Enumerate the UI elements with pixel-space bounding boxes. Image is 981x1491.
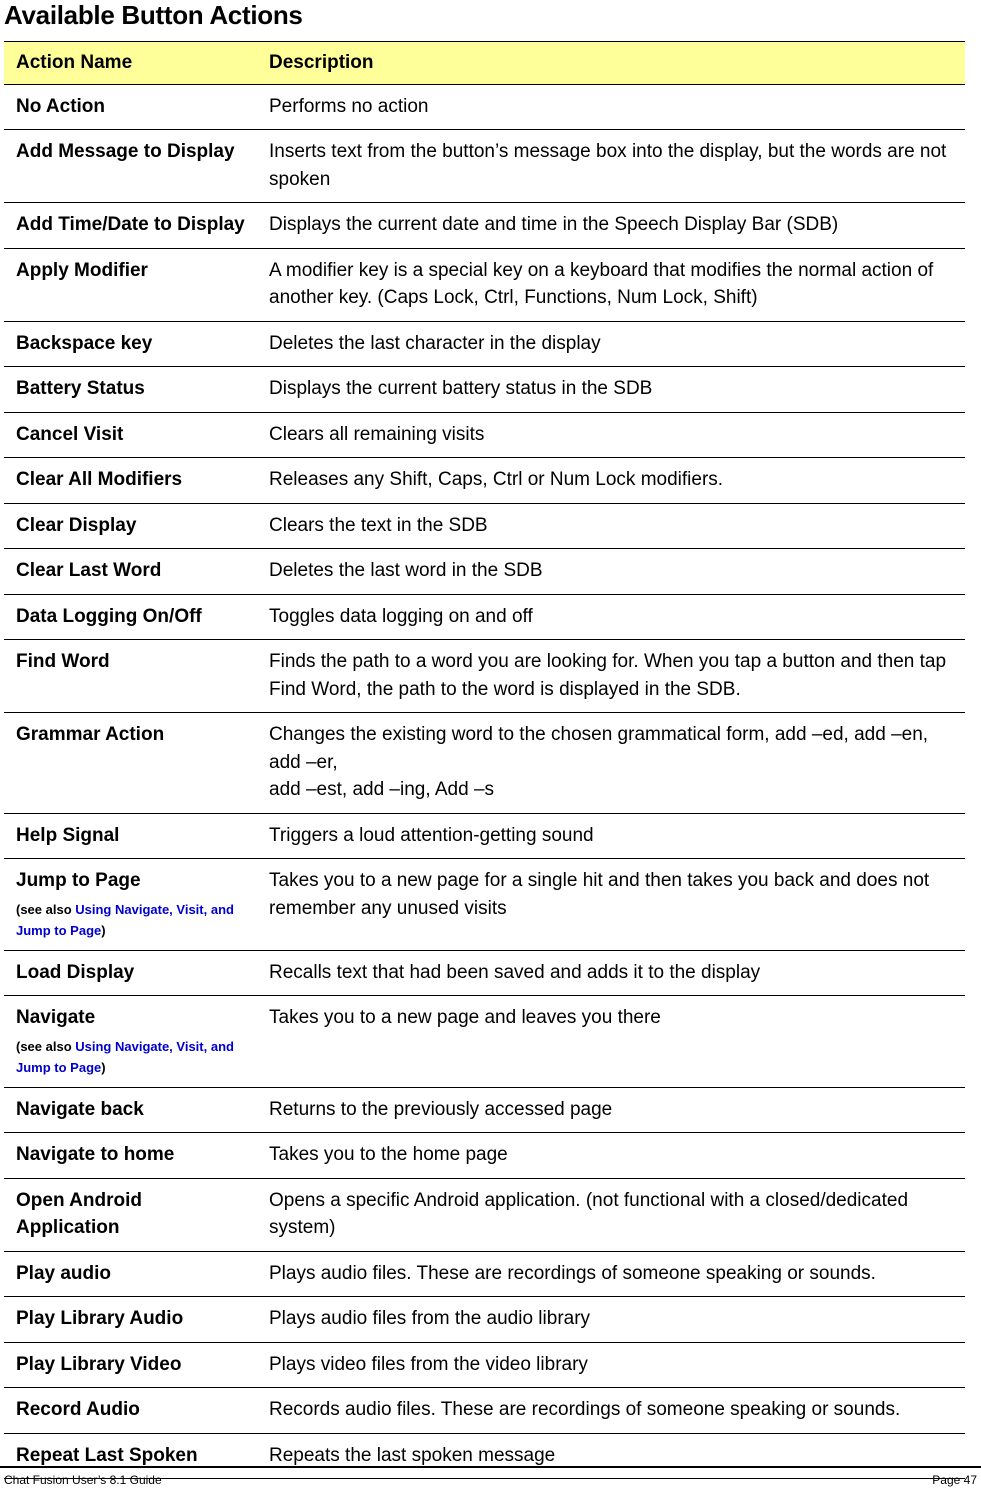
action-description-cell <box>257 1178 965 1251</box>
action-name: Repeat Last Spoken <box>16 1444 198 1466</box>
table-row <box>4 1251 965 1297</box>
action-name: Play Library Audio <box>16 1308 184 1329</box>
action-description: Plays video files from the video library <box>269 1353 588 1375</box>
table-row <box>4 549 965 595</box>
action-description: A modifier key is a special key on a keyboard that modifies the normal action of another key. (Caps Lock, Ctrl, Functions, Num Lock, Shift) <box>269 259 934 308</box>
table-header-row <box>4 42 965 85</box>
action-name-cell <box>4 594 257 640</box>
action-description: Toggles data logging on and off <box>269 605 533 627</box>
action-name-cell <box>4 996 257 1088</box>
table-row <box>4 1297 965 1343</box>
action-name-cell <box>4 950 257 996</box>
action-name: Clear Display <box>16 514 137 536</box>
action-description-cell <box>257 640 965 713</box>
header-description: Description <box>257 42 965 85</box>
table-row <box>4 950 965 996</box>
action-name-cell <box>4 321 257 367</box>
action-description: Deletes the last character in the display <box>269 332 601 354</box>
page-title: Available Button Actions <box>4 0 303 30</box>
action-description-cell <box>257 813 965 859</box>
action-description: Deletes the last word in the SDB <box>269 560 543 581</box>
footer-divider <box>0 1466 981 1468</box>
action-name-cell <box>4 367 257 413</box>
action-name: Backspace key <box>16 332 153 354</box>
action-description: Takes you to a new page and leaves you there <box>269 1007 661 1028</box>
action-description-cell <box>257 203 965 249</box>
action-description: Releases any Shift, Caps, Ctrl or Num Lock modifiers. <box>269 469 724 490</box>
action-name: Navigate back <box>16 1098 144 1120</box>
action-name: Play audio <box>16 1262 112 1284</box>
see-also-suffix: ) <box>101 1059 106 1075</box>
table-row <box>4 1178 965 1251</box>
action-description: Records audio files. These are recordings of someone speaking or sounds. <box>269 1399 901 1420</box>
action-description-cell <box>257 503 965 549</box>
table-row <box>4 367 965 413</box>
action-name-cell <box>4 813 257 859</box>
action-name-cell <box>4 1297 257 1343</box>
table-row <box>4 458 965 504</box>
action-name-cell <box>4 1251 257 1297</box>
action-description-cell <box>257 713 965 814</box>
action-name: Jump to Page <box>16 870 141 891</box>
action-description-cell <box>257 412 965 458</box>
action-description-cell <box>257 367 965 413</box>
action-name: Apply Modifier <box>16 259 148 281</box>
see-also-prefix: (see also <box>16 1038 76 1054</box>
action-description: Clears the text in the SDB <box>269 514 488 536</box>
action-name: Clear All Modifiers <box>16 469 183 490</box>
see-also-link[interactable]: Using Navigate, Visit, and Jump to Page <box>16 901 234 938</box>
action-description: Clears all remaining visits <box>269 423 485 445</box>
table-row <box>4 248 965 321</box>
action-description-cell <box>257 1133 965 1179</box>
action-name-cell <box>4 1133 257 1179</box>
table-row <box>4 996 965 1088</box>
table-row <box>4 130 965 203</box>
action-description: Performs no action <box>269 95 429 117</box>
table-row <box>4 640 965 713</box>
action-description-cell <box>257 248 965 321</box>
action-description: Takes you to a new page for a single hit and then takes you back and does not remember any unused visits <box>269 870 930 919</box>
action-description: Inserts text from the button’s message box into the display, but the words are not spoken <box>269 141 947 190</box>
table-row <box>4 203 965 249</box>
action-description-line: add –est, add –ing, Add –s <box>269 779 495 800</box>
action-description-cell <box>257 594 965 640</box>
action-name: Data Logging On/Off <box>16 605 202 627</box>
table-row <box>4 1087 965 1133</box>
footer-page-number: Page 47 <box>932 1473 977 1487</box>
actions-table <box>4 41 965 1479</box>
action-description: Plays audio files. These are recordings of someone speaking or sounds. <box>269 1262 876 1284</box>
action-name-cell <box>4 203 257 249</box>
action-name: Grammar Action <box>16 724 165 745</box>
table-row <box>4 713 965 814</box>
see-also-suffix: ) <box>101 922 106 938</box>
action-name-cell <box>4 1087 257 1133</box>
action-description-cell <box>257 1251 965 1297</box>
action-name-cell <box>4 640 257 713</box>
see-also-link[interactable]: Using Navigate, Visit, and Jump to Page <box>16 1038 234 1075</box>
action-name-cell <box>4 859 257 951</box>
action-name-cell <box>4 1342 257 1388</box>
see-also-note <box>16 1036 245 1078</box>
action-description-cell <box>257 1433 965 1479</box>
action-name-cell <box>4 1178 257 1251</box>
action-description-cell <box>257 996 965 1088</box>
action-name-cell <box>4 503 257 549</box>
action-description: Repeats the last spoken message <box>269 1444 556 1466</box>
action-name: Play Library Video <box>16 1353 182 1375</box>
table-row <box>4 412 965 458</box>
header-action-name: Action Name <box>4 42 257 85</box>
action-name: Add Time/Date to Display <box>16 214 245 235</box>
action-name: Help Signal <box>16 824 120 846</box>
action-description-cell <box>257 549 965 595</box>
action-description-cell <box>257 859 965 951</box>
action-name: Navigate <box>16 1007 96 1028</box>
action-name-cell <box>4 713 257 814</box>
action-name-cell <box>4 248 257 321</box>
action-name-cell <box>4 1388 257 1434</box>
action-description: Triggers a loud attention-getting sound <box>269 824 594 846</box>
action-name: Record Audio <box>16 1399 140 1420</box>
table-row <box>4 1433 965 1479</box>
table-row <box>4 503 965 549</box>
action-description: Recalls text that had been saved and adds it to the display <box>269 961 761 983</box>
action-name: Load Display <box>16 961 135 983</box>
action-description-line: Changes the existing word to the chosen grammatical form, add –ed, add –en, add –er, <box>269 724 929 773</box>
table-row <box>4 1388 965 1434</box>
action-name: Battery Status <box>16 378 145 399</box>
action-description: Plays audio files from the audio library <box>269 1308 591 1329</box>
action-name-cell <box>4 84 257 130</box>
see-also-note <box>16 899 245 941</box>
action-name-cell <box>4 458 257 504</box>
action-description-cell <box>257 321 965 367</box>
table-row <box>4 1342 965 1388</box>
table-row <box>4 321 965 367</box>
action-name: Find Word <box>16 651 110 672</box>
see-also-prefix: (see also <box>16 901 76 917</box>
table-row <box>4 1133 965 1179</box>
table-row <box>4 594 965 640</box>
action-description-cell <box>257 130 965 203</box>
action-description-cell <box>257 84 965 130</box>
action-name: Add Message to Display <box>16 141 235 162</box>
action-name-cell <box>4 130 257 203</box>
action-description-cell <box>257 1388 965 1434</box>
action-name: Clear Last Word <box>16 560 162 581</box>
action-name: No Action <box>16 95 106 117</box>
action-description: Displays the current date and time in the Speech Display Bar (SDB) <box>269 214 839 235</box>
action-name-cell <box>4 412 257 458</box>
action-name: Open Android Application <box>16 1189 142 1238</box>
action-description-cell <box>257 1342 965 1388</box>
action-description-cell <box>257 950 965 996</box>
action-description: Displays the current battery status in the SDB <box>269 378 653 399</box>
action-name: Cancel Visit <box>16 423 124 445</box>
table-row <box>4 859 965 951</box>
action-description: Takes you to the home page <box>269 1144 508 1165</box>
action-name-cell <box>4 1433 257 1479</box>
action-name: Navigate to home <box>16 1144 175 1165</box>
action-description: Opens a specific Android application. (not functional with a closed/dedicated system) <box>269 1189 909 1238</box>
action-name-cell <box>4 549 257 595</box>
table-row <box>4 813 965 859</box>
action-description-cell <box>257 458 965 504</box>
table-row <box>4 84 965 130</box>
action-description: Returns to the previously accessed page <box>269 1098 613 1120</box>
action-description-cell <box>257 1297 965 1343</box>
action-description: Finds the path to a word you are looking for. When you tap a button and then tap Find Word, the path to the word is displayed in the SDB. <box>269 651 947 700</box>
footer-guide-title: Chat Fusion User’s 8.1 Guide <box>4 1473 162 1487</box>
action-description-cell <box>257 1087 965 1133</box>
